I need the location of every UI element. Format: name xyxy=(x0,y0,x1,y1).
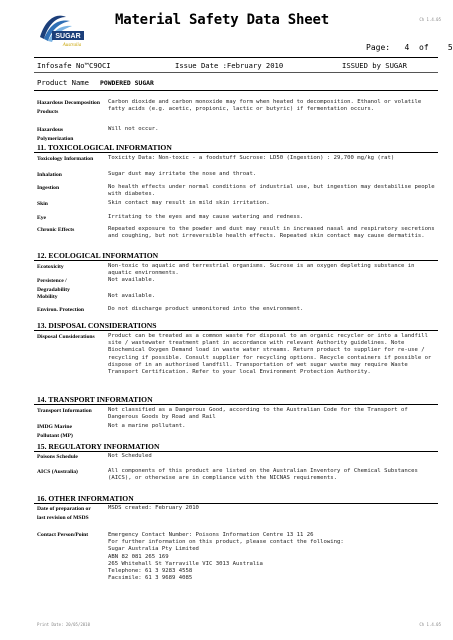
top-code: Ch 1.4.05 xyxy=(419,17,441,22)
hazardous-decomposition-label: Hazardous Decomposition Products xyxy=(37,100,100,115)
skin-label: Skin xyxy=(37,201,48,207)
environ-protection-value: Do not discharge product unmonitored into the environment. xyxy=(108,306,304,312)
persistence-label: Persistence / Degradability xyxy=(37,278,70,293)
ecological-heading: 12. ECOLOGICAL INFORMATION xyxy=(37,251,159,260)
contact-label: Contact Person/Point xyxy=(37,532,89,538)
other-heading: 16. OTHER INFORMATION xyxy=(37,494,134,503)
skin-value: Skin contact may result in mild skin irritation. xyxy=(108,200,270,206)
hazardous-polymerization-label: Hazardous Polymerization xyxy=(37,127,74,142)
disposal-label: Disposal Considerations xyxy=(37,334,95,340)
footer-code: Ch 1.4.05 xyxy=(419,622,441,627)
contact-line: For further information on this product, please contact the following: xyxy=(108,539,344,546)
regulatory-rule xyxy=(34,451,438,452)
poisons-schedule-label: Poisons Schedule xyxy=(37,454,78,460)
hazardous-decomposition-value: Carbon dioxide and carbon monoxide may form when heated to decomposition. Ethanol or volatile fatty acids (e.g. acetic, propionic, lactic or butyric) if fermentation occurs. xyxy=(108,99,422,113)
aics-label: AICS (Australia) xyxy=(37,469,78,475)
issued-by: ISSUED by SUGAR xyxy=(342,61,407,70)
page-total: 5 xyxy=(447,43,453,52)
eye-label: Eye xyxy=(37,215,47,221)
contact-line: Telephone: 61 3 9283 4558 xyxy=(108,568,193,575)
sugar-australia-logo xyxy=(36,11,86,49)
date-preparation-value: MSDS created: February 2010 xyxy=(108,505,199,511)
logo-text: SUGAR xyxy=(55,33,81,40)
persistence-value: Not available. xyxy=(108,277,156,283)
mobility-label: Mobility xyxy=(37,294,58,300)
header-rule-top xyxy=(34,57,438,58)
eye-value: Irritating to the eyes and may cause watering and redness. xyxy=(108,214,304,220)
inhalation-label: Inhalation xyxy=(37,172,62,178)
mobility-value: Not available. xyxy=(108,293,156,299)
environ-protection-label: Environ. Protection xyxy=(37,307,85,313)
toxicology-label: Toxicology Information xyxy=(37,156,94,162)
transport-value: Not classified as a Dangerous Good, according to the Australian Code for the Transport of Dangerous Goods by Road and Rail xyxy=(108,407,408,421)
poisons-schedule-value: Not Scheduled xyxy=(108,453,152,459)
disposal-rule xyxy=(34,330,438,331)
ecotoxicity-value: Non-toxic to aquatic and terrestrial organisms. Sucrose is an oxygen depleting substance in aquatic environments. xyxy=(108,263,415,277)
product-name-label: Product Name xyxy=(37,78,89,87)
page-indicator xyxy=(366,43,453,52)
contact-line: Sugar Australia Pty Limited xyxy=(108,546,199,553)
disposal-value: Product can be treated as a common waste for disposal to an organic recycler or into a landfill site / wastewater treatment plant in accordance with relevant Authority guidelines. Note Biochemical Oxygen Demand load in waste water streams. Return product to supplier for re-use / recycling if possible. Consult supplier for recycling options. Recycle containers if possible or dispose of in an authorised landfill. Transportation of wet sugar waste may require Waste Transport Certification. Refer to your local Environment Protection Authority. xyxy=(108,333,432,376)
contact-line: Emergency Contact Number: Poisons Information Centre 13 11 26 xyxy=(108,532,314,538)
transport-rule xyxy=(34,404,438,405)
chronic-effects-label: Chronic Effects xyxy=(37,227,75,233)
infosafe-label: Infosafe No™ xyxy=(37,61,89,70)
issue-date: Issue Date :February 2010 xyxy=(175,61,284,70)
header-rule-mid xyxy=(34,72,438,73)
page-label: Page: xyxy=(366,43,391,52)
toxicology-value: Toxicity Data: Non-toxic - a foodstuff Sucrose: LD50 (Ingestion) : 29,700 mg/kg (rat) xyxy=(108,155,395,161)
contact-line: ABN 82 081 265 169 xyxy=(108,553,169,560)
imdg-value: Not a marine pollutant. xyxy=(108,423,186,429)
toxicological-rule xyxy=(34,152,438,153)
other-rule xyxy=(34,503,438,504)
disposal-heading: 13. DISPOSAL CONSIDERATIONS xyxy=(37,321,157,330)
toxicological-heading: 11. TOXICOLOGICAL INFORMATION xyxy=(37,143,172,152)
ecotoxicity-label: Ecotoxicity xyxy=(37,264,64,270)
product-name: POWDERED SUGAR xyxy=(100,79,154,87)
inhalation-value: Sugar dust may irritate the nose and throat. xyxy=(108,171,257,177)
contact-line: 265 Whitehall St Yarraville VIC 3013 Australia xyxy=(108,560,263,567)
document-title: Material Safety Data Sheet xyxy=(115,12,329,28)
footer-print-date: Print Date: 20/05/2010 xyxy=(37,622,90,627)
contact-line: Facsimile: 61 3 9689 4085 xyxy=(108,575,193,582)
transport-heading: 14. TRANSPORT INFORMATION xyxy=(37,395,153,404)
aics-value: All components of this product are listed on the Australian Inventory of Chemical Substances (AICS), or otherwise are in compliance with the NICNAS requirements. xyxy=(108,468,418,482)
regulatory-heading: 15. REGULATORY INFORMATION xyxy=(37,442,160,451)
ecological-rule xyxy=(34,260,438,261)
date-preparation-label: Date of preparation or last revision of MSDS xyxy=(37,506,91,521)
ingestion-label: Ingestion xyxy=(37,185,60,191)
hazardous-polymerization-value: Will not occur. xyxy=(108,126,159,132)
header-rule-bottom xyxy=(34,90,438,91)
page-of: of xyxy=(419,43,429,52)
infosafe-number: C9OCI xyxy=(89,61,111,70)
imdg-label: IMDG Marine Pollutant (MP) xyxy=(37,424,73,439)
ingestion-value: No health effects under normal conditions of industrial use, but ingestion may destabilise people with diabetes. xyxy=(108,184,435,198)
transport-label: Transport Information xyxy=(37,408,92,414)
page-current: 4 xyxy=(404,43,410,52)
chronic-effects-value: Repeated exposure to the powder and dust may result in increased nasal and respiratory secretions and coughing, but not irreversible health effects. Repeated skin contact may cause dermatitis. xyxy=(108,226,435,240)
logo-subtext: Australia xyxy=(62,43,82,48)
contact-block xyxy=(108,532,438,582)
